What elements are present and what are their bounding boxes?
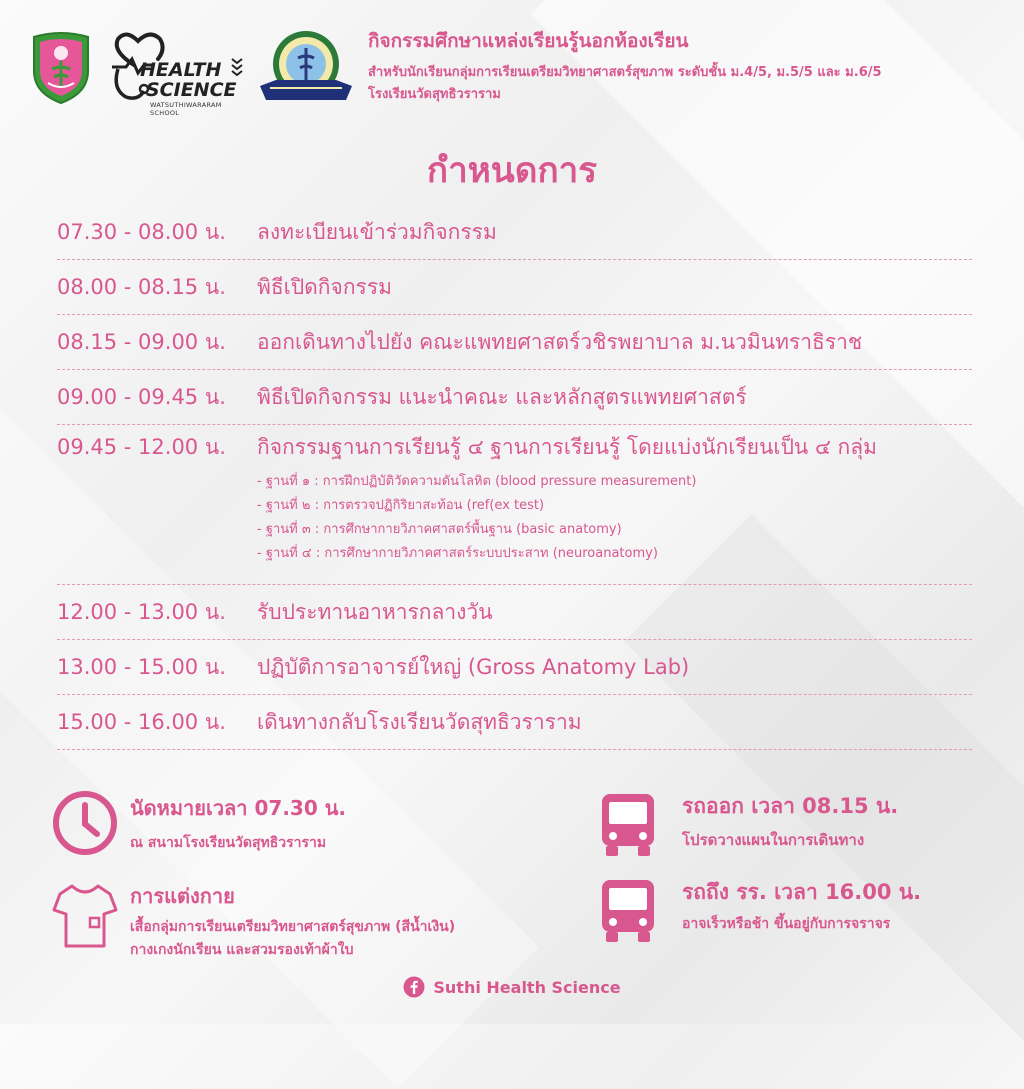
depart-time: รถออก เวลา 08.15 น.: [682, 794, 899, 818]
meeting-place: ณ สนามโรงเรียนวัดสุทธิวราราม: [130, 835, 327, 851]
schedule-row: [57, 640, 972, 695]
dress-line: เสื้อกลุ่มการเรียนเตรียมวิทยาศาสตร์สุขภาพ (สีน้ำเงิน): [130, 919, 456, 935]
event-school: โรงเรียนวัดสุทธิวราราม: [368, 87, 501, 102]
page-title: กำหนดการ: [426, 151, 598, 191]
logo-school-text: WATSUTHIWARARAM SCHOOL: [150, 101, 222, 117]
faculty-seal-logo-icon: [256, 28, 356, 108]
schedule-activity: ลงทะเบียนเข้าร่วมกิจกรรม: [257, 219, 497, 244]
clock-icon: [52, 790, 118, 856]
dress-line: กางเกงนักเรียน และสวมรองเท้าผ้าใบ: [130, 942, 354, 958]
schedule-time: 08.00 - 08.15 น.: [57, 274, 226, 299]
dress-title: การแต่งกาย: [130, 884, 235, 908]
arrival-info: [598, 876, 921, 946]
event-title: กิจกรรมศึกษาแหล่งเรียนรู้นอกห้องเรียน: [368, 30, 689, 52]
schedule-time: 09.45 - 12.00 น.: [57, 435, 226, 459]
logo-health-text: HEALTH: [140, 59, 222, 81]
schedule-activity: ออกเดินทางไปยัง คณะแพทยศาสตร์วชิรพยาบาล ม.นวมินทราธิราช: [257, 329, 863, 354]
schedule-time: 07.30 - 08.00 น.: [57, 219, 226, 244]
depart-note: โปรดวางแผนในการเดินทาง: [682, 831, 865, 849]
event-audience: สำหรับนักเรียนกลุ่มการเรียนเตรียมวิทยาศาสตร์สุขภาพ ระดับชั้น ม.4/5, ม.5/5 และ ม.6/5: [368, 65, 882, 80]
station-item: - ฐานที่ ๑ : การฝึกปฏิบัติวัดความดันโลหิต (blood pressure measurement): [257, 474, 697, 489]
schedule-row: [57, 260, 972, 315]
schedule-list: [57, 205, 972, 750]
schedule-row: [57, 205, 972, 260]
schedule-activity: ปฏิบัติการอาจารย์ใหญ่ (Gross Anatomy Lab): [257, 654, 690, 679]
schedule-row: [57, 370, 972, 425]
facebook-page[interactable]: [0, 976, 1024, 998]
schedule-row: [57, 315, 972, 370]
station-item: - ฐานที่ ๓ : การศึกษากายวิภาคศาสตร์พื้นฐาน (basic anatomy): [257, 522, 622, 537]
dress-info: [52, 880, 455, 962]
station-item: - ฐานที่ ๔ : การศึกษากายวิภาคศาสตร์ระบบประสาท (neuroanatomy): [257, 546, 658, 561]
facebook-page-name: Suthi Health Science: [433, 977, 621, 997]
schedule-activity: รับประทานอาหารกลางวัน: [257, 599, 493, 624]
schedule-row: [57, 585, 972, 640]
schedule-row: [57, 695, 972, 750]
station-list: [257, 470, 877, 566]
health-science-logo: [104, 29, 244, 117]
school-shield-logo-icon: [30, 31, 92, 105]
departure-info: [598, 790, 898, 860]
schedule-time: 12.00 - 13.00 น.: [57, 599, 226, 624]
schedule-activity: พิธีเปิดกิจกรรม แนะนำคณะ และหลักสูตรแพทยศาสตร์: [257, 384, 747, 409]
facebook-icon: [403, 976, 425, 998]
bus-icon: [598, 876, 658, 946]
meeting-time: นัดหมายเวลา 07.30 น.: [130, 796, 346, 820]
meeting-info: [52, 790, 346, 856]
schedule-time: 09.00 - 09.45 น.: [57, 384, 226, 409]
schedule-activity: เดินทางกลับโรงเรียนวัดสุทธิวราราม: [257, 709, 582, 734]
schedule-activity: กิจกรรมฐานการเรียนรู้ ๔ ฐานการเรียนรู้ โดยแบ่งนักเรียนเป็น ๔ กลุ่ม: [257, 435, 877, 459]
logo-science-text: SCIENCE: [146, 79, 237, 101]
schedule-time: 15.00 - 16.00 น.: [57, 709, 226, 734]
bus-icon: [598, 790, 658, 860]
schedule-row: [57, 425, 972, 585]
header-text: [368, 26, 882, 106]
arrive-note: อาจเร็วหรือช้า ขึ้นอยู่กับการจราจร: [682, 916, 891, 932]
schedule-activity: พิธีเปิดกิจกรรม: [257, 274, 392, 299]
station-item: - ฐานที่ ๒ : การตรวจปฏิกิริยาสะท้อน (ref(ex test): [257, 498, 545, 513]
schedule-time: 13.00 - 15.00 น.: [57, 654, 226, 679]
logo-group: [30, 28, 356, 117]
arrive-time: รถถึง รร. เวลา 16.00 น.: [682, 880, 922, 904]
schedule-time: 08.15 - 09.00 น.: [57, 329, 226, 354]
shirt-icon: [52, 880, 118, 950]
